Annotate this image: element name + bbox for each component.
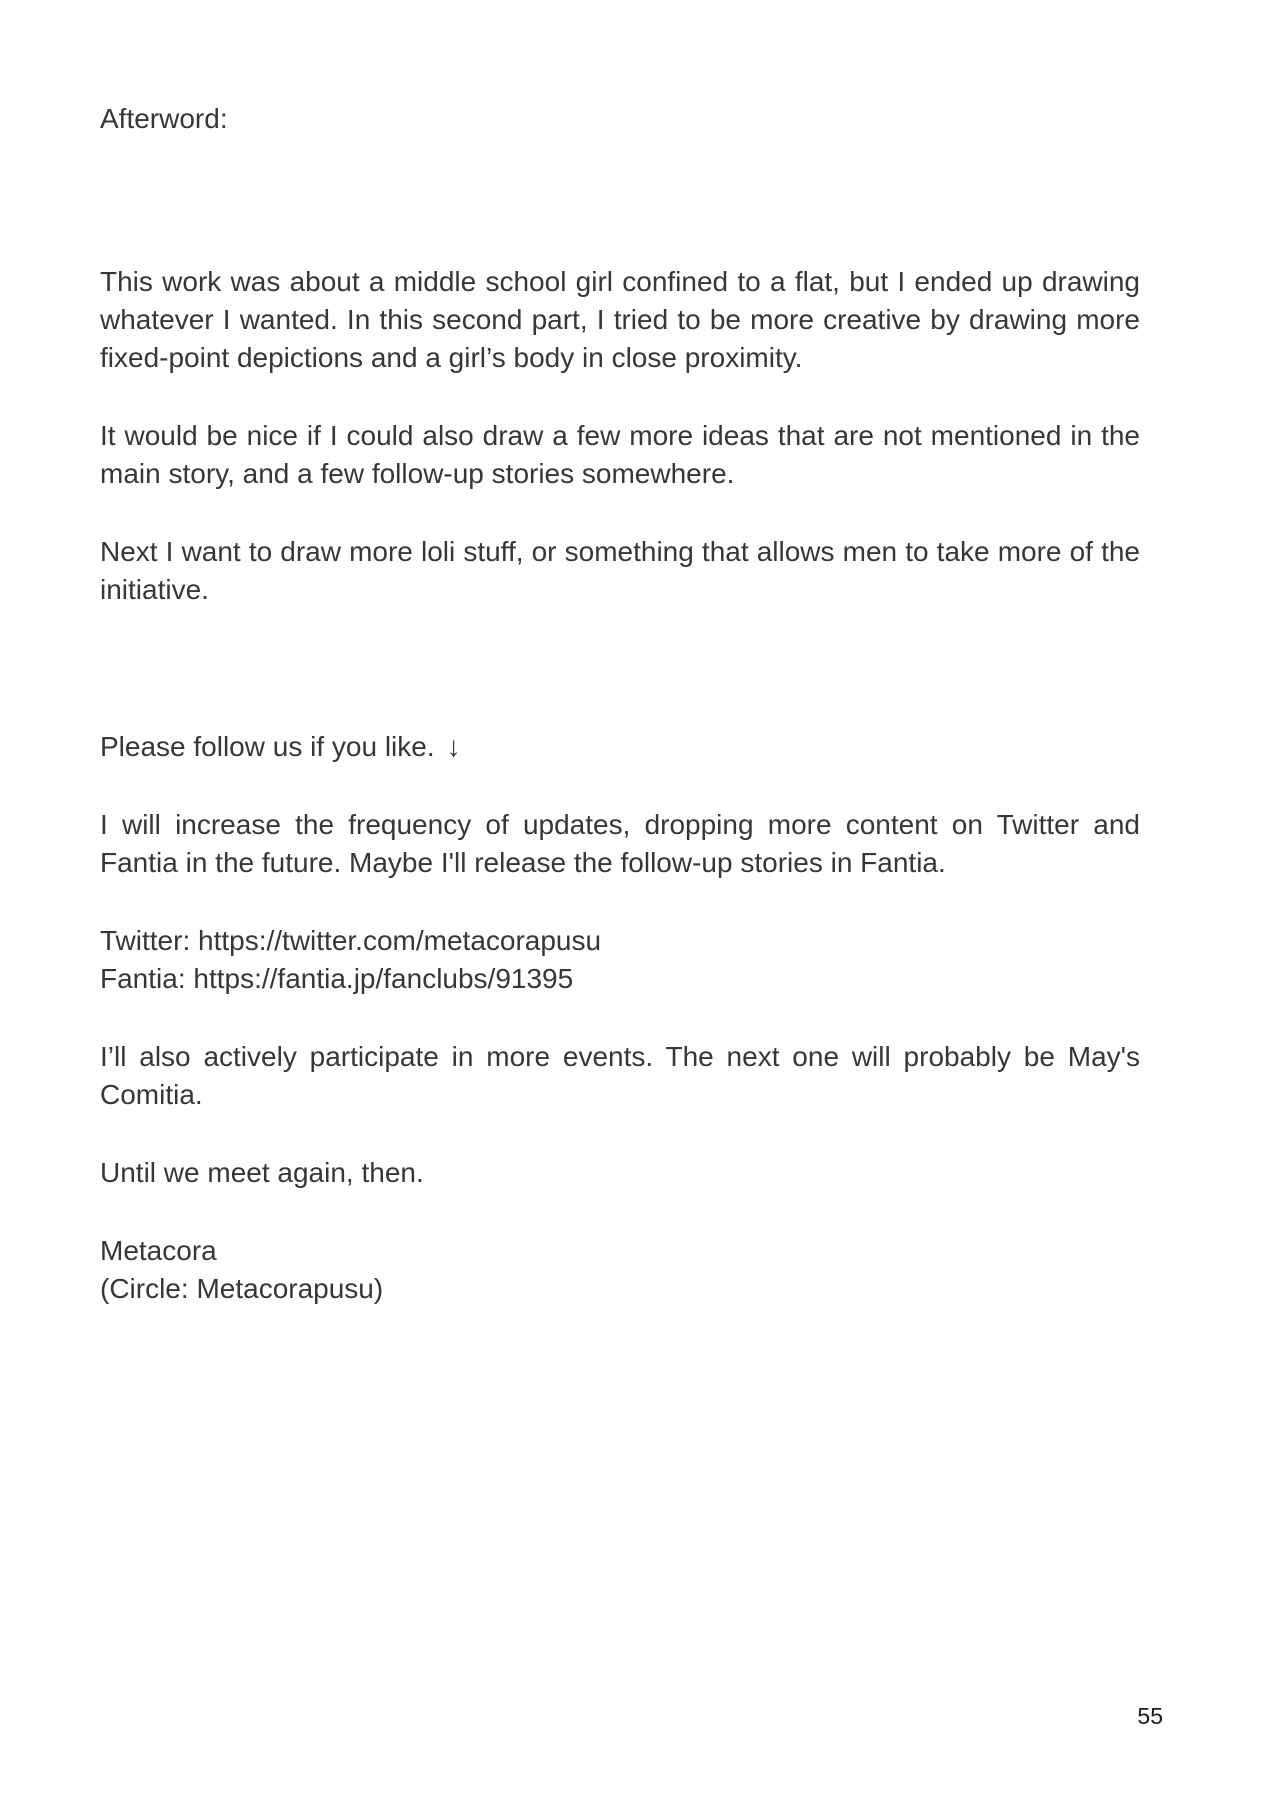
paragraph-closing: Until we meet again, then. (100, 1157, 424, 1188)
paragraph-updates: I will increase the frequency of updates, dropping more content on Twitter and Fantia in the future. Maybe I'll release the follow-up stories in Fantia. (100, 809, 1140, 878)
afterword-heading: Afterword: (100, 103, 228, 134)
paragraph-ideas: It would be nice if I could also draw a few more ideas that are not mentioned in the main story, and a few follow-up stories somewhere. (100, 420, 1140, 489)
signature-name: Metacora (100, 1235, 217, 1266)
paragraph-intro: This work was about a middle school girl confined to a flat, but I ended up drawing whatever I wanted. In this second part, I tried to be more creative by drawing more fixed-point depictions and a girl’s body in close proximity. (100, 266, 1140, 373)
signature-circle: (Circle: Metacorapusu) (100, 1273, 384, 1304)
follow-prompt (100, 728, 1140, 766)
fantia-url-line: Fantia: https://fantia.jp/fanclubs/91395 (100, 963, 574, 994)
twitter-url-line: Twitter: https://twitter.com/metacorapusu (100, 925, 602, 956)
follow-prompt-text: Please follow us if you like. (100, 731, 435, 762)
paragraph-next: Next I want to draw more loli stuff, or something that allows men to take more of the initiative. (100, 536, 1140, 605)
page-number: 55 (1137, 1703, 1163, 1729)
document-page (100, 100, 1140, 1348)
paragraph-events: I’ll also actively participate in more events. The next one will probably be May's Comitia. (100, 1041, 1140, 1110)
down-arrow-icon: ↓ (446, 731, 461, 762)
